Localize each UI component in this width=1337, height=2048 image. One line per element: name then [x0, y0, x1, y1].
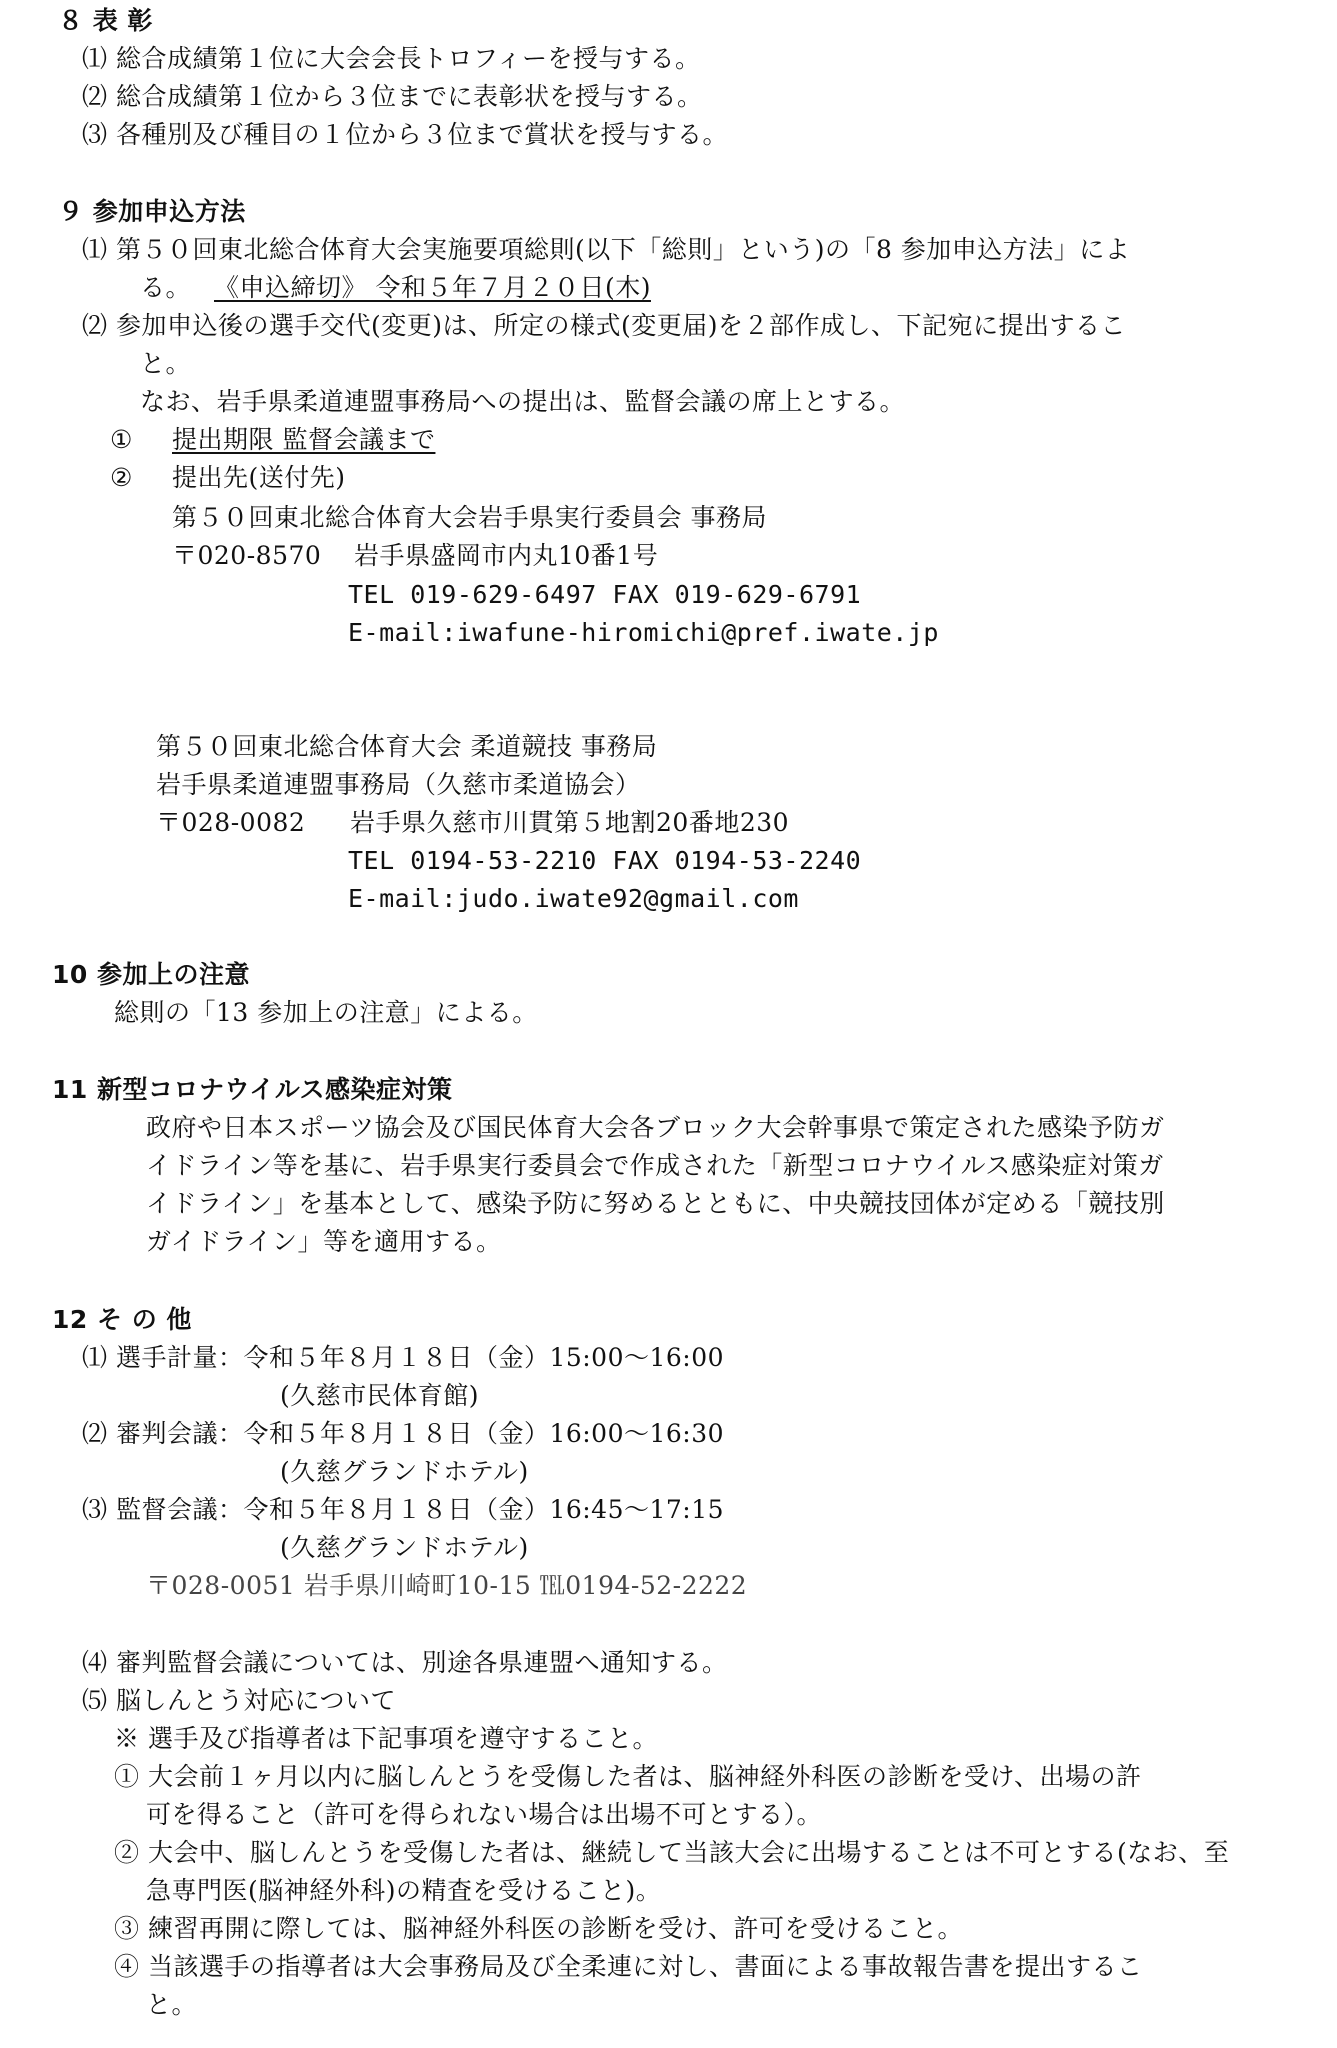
addr1-email: E-mail:iwafune-hiromichi@pref.iwate.jp [348, 618, 939, 647]
hotel-address: 〒028-0051 岩手県川崎町10-15 ℡0194-52-2222 [146, 1571, 748, 1600]
addr2-org: 第５０回東北総合体育大会 柔道競技 事務局 [156, 732, 658, 761]
section-11-line-3: イドライン」を基本として、感染予防に努めるとともに、中央競技団体が定める「競技別 [146, 1189, 1165, 1218]
concussion-note: ※ 選手及び指導者は下記事項を遵守すること。 [114, 1724, 658, 1753]
section-9-p1-line1: ⑴ 第５０回東北総合体育大会実施要項総則(以下「総則」という)の「8 参加申込方法」によ [82, 235, 1131, 264]
section-9-p2-line3: なお、岩手県柔道連盟事務局への提出は、監督会議の席上とする。 [140, 387, 906, 416]
rule-2-line-2: 急専門医(脳神経外科)の精査を受けること)。 [146, 1876, 662, 1905]
section-9-p1-line2: る。 [140, 273, 192, 302]
deadline-text: 《申込締切》 令和５年７月２０日(木) [214, 273, 651, 302]
addr1-org: 第５０回東北総合体育大会岩手県実行委員会 事務局 [172, 503, 767, 532]
rule-3: ③ 練習再開に際しては、脳神経外科医の診断を受け、許可を受けること。 [114, 1914, 963, 1943]
section-8-item-3: ⑶ 各種別及び種目の１位から３位まで賞状を授与する。 [82, 120, 728, 149]
section-12-heading: 12 そ の 他 [52, 1305, 192, 1334]
submission-deadline: 提出期限 監督会議まで [172, 425, 436, 454]
circled-1: ① [110, 425, 133, 454]
meeting-referee-place: (久慈グランドホテル) [280, 1457, 529, 1486]
rule-1-line-2: 可を得ること（許可を得られない場合は出場不可とする）。 [146, 1800, 823, 1829]
addr2-email: E-mail:judo.iwate92@gmail.com [348, 884, 799, 913]
addr1-postal: 〒020-8570 [172, 541, 322, 570]
meeting-weigh-in-place: (久慈市民体育館) [280, 1381, 480, 1410]
rule-1-line-1: ① 大会前１ヶ月以内に脳しんとうを受傷した者は、脳神経外科医の診断を受け、出場の許 [114, 1762, 1142, 1791]
rule-2-line-1: ② 大会中、脳しんとうを受傷した者は、継続して当該大会に出場することは不可とする(なお、至 [114, 1838, 1230, 1867]
addr2-tel-fax: TEL 0194-53-2210 FAX 0194-53-2240 [348, 846, 862, 875]
section-10-text: 総則の「13 参加上の注意」による。 [114, 998, 538, 1027]
addr1-address: 岩手県盛岡市内丸10番1号 [354, 541, 659, 570]
section-9-p2-line1: ⑵ 参加申込後の選手交代(変更)は、所定の様式(変更届)を２部作成し、下記宛に提出するこ [82, 311, 1126, 340]
meeting-weigh-in: ⑴ 選手計量：令和５年８月１８日（金）15:00～16:00 [82, 1343, 725, 1372]
section-12-p4: ⑷ 審判監督会議については、別途各県連盟へ通知する。 [82, 1648, 728, 1677]
addr2-address: 岩手県久慈市川貫第５地割20番地230 [350, 808, 790, 837]
meeting-manager: ⑶ 監督会議：令和５年８月１８日（金）16:45～17:15 [82, 1495, 725, 1524]
rule-4-line-1: ④ 当該選手の指導者は大会事務局及び全柔連に対し、書面による事故報告書を提出するこ [114, 1952, 1143, 1981]
section-8-heading: ８ 表 彰 [58, 6, 153, 35]
section-9-p2-line2: と。 [140, 349, 192, 378]
section-11-line-4: ガイドライン」等を適用する。 [146, 1227, 502, 1256]
circled-2: ② [110, 463, 133, 492]
meeting-manager-place: (久慈グランドホテル) [280, 1533, 529, 1562]
section-11-line-1: 政府や日本スポーツ協会及び国民体育大会各ブロック大会幹事県で策定された感染予防ガ [146, 1113, 1165, 1142]
section-11-heading: 11 新型コロナウイルス感染症対策 [52, 1075, 453, 1104]
section-8-item-1: ⑴ 総合成績第１位に大会会長トロフィーを授与する。 [82, 44, 701, 73]
section-8-item-2: ⑵ 総合成績第１位から３位までに表彰状を授与する。 [82, 82, 703, 111]
addr2-org2: 岩手県柔道連盟事務局（久慈市柔道協会） [156, 770, 641, 799]
submission-destination: 提出先(送付先) [172, 463, 346, 492]
addr1-tel-fax: TEL 019-629-6497 FAX 019-629-6791 [348, 580, 862, 609]
section-10-heading: 10 参加上の注意 [52, 960, 250, 989]
rule-4-line-2: と。 [146, 1990, 198, 2019]
section-12-p5: ⑸ 脳しんとう対応について [82, 1686, 396, 1715]
section-9-heading: ９ 参加申込方法 [58, 197, 246, 226]
addr2-postal: 〒028-0082 [156, 808, 306, 837]
meeting-referee: ⑵ 審判会議：令和５年８月１８日（金）16:00～16:30 [82, 1419, 725, 1448]
section-11-line-2: イドライン等を基に、岩手県実行委員会で作成された「新型コロナウイルス感染症対策ガ [146, 1151, 1164, 1180]
